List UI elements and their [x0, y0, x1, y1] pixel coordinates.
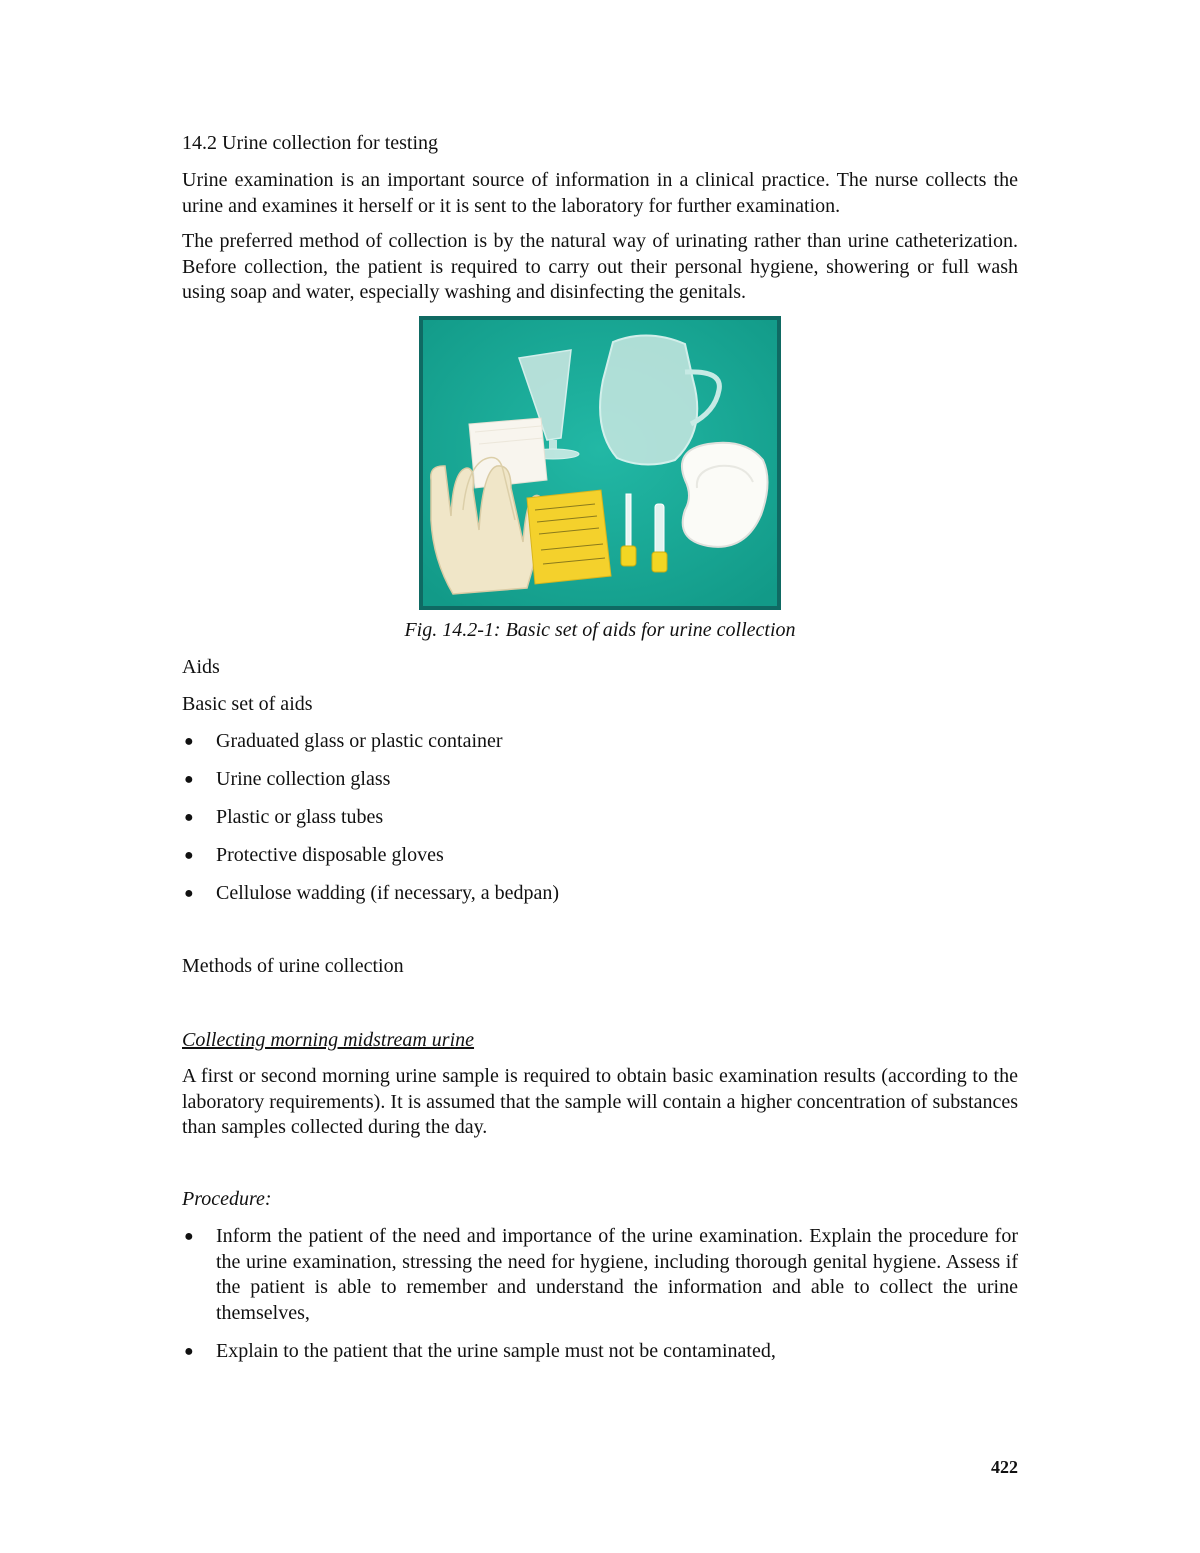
bullet-icon: ●	[184, 847, 194, 864]
list-item	[182, 805, 1018, 831]
list-item-text: Graduated glass or plastic container	[216, 730, 503, 752]
list-item	[182, 1339, 1018, 1365]
list-item	[182, 881, 1018, 907]
urine-collection-aids-photo	[419, 316, 781, 610]
morning-paragraph: A first or second morning urine sample is required to obtain basic examination results (according to the laboratory requirements). It is assumed that the sample will contain a higher concentration of substances than samples collected during the day.	[182, 1065, 1018, 1138]
morning-midstream-heading: Collecting morning midstream urine	[182, 1029, 475, 1051]
list-item-text: Explain to the patient that the urine sample must not be contaminated,	[216, 1339, 776, 1362]
list-item	[182, 767, 1018, 793]
bullet-icon: ●	[184, 885, 194, 902]
aids-list	[182, 729, 1018, 919]
bullet-icon: ●	[184, 733, 194, 750]
figure-caption: Fig. 14.2-1: Basic set of aids for urine collection	[404, 619, 796, 641]
list-item	[182, 843, 1018, 869]
list-item	[182, 729, 1018, 755]
bullet-icon: ●	[184, 809, 194, 826]
section-title: 14.2 Urine collection for testing	[182, 132, 439, 154]
list-item-text: Protective disposable gloves	[216, 844, 444, 866]
method-paragraph: The preferred method of collection is by the natural way of urinating rather than urine catheterization. Before collection, the patient is required to carry out their personal hygiene, showering or full wash using soap and water, especially washing and disinfecting the genitals.	[182, 230, 1018, 303]
procedure-heading: Procedure:	[182, 1188, 272, 1210]
intro-paragraph: Urine examination is an important source of information in a clinical practice. The nurse collects the urine and examines it herself or it is sent to the laboratory for further examination.	[182, 169, 1018, 217]
photo-illustration	[423, 320, 777, 606]
list-item-text: Plastic or glass tubes	[216, 806, 384, 828]
page-number: 422	[991, 1457, 1018, 1477]
list-item-text: Inform the patient of the need and importance of the urine examination. Explain the procedure for the urine examination, stressing the need for hygiene, including thorough genital hygiene. Assess if the patient is able to remember and understand the information and able to collect the urine themselves,	[216, 1225, 1018, 1324]
request-form	[527, 490, 611, 584]
list-item-text: Cellulose wadding (if necessary, a bedpan)	[216, 882, 560, 904]
basic-set-heading: Basic set of aids	[182, 693, 313, 715]
methods-heading: Methods of urine collection	[182, 955, 404, 977]
bullet-icon: ●	[184, 771, 194, 788]
bullet-icon: ●	[184, 1228, 194, 1245]
aids-heading: Aids	[182, 656, 220, 678]
list-item	[182, 1224, 1018, 1326]
bullet-icon: ●	[184, 1342, 194, 1360]
procedure-list	[182, 1224, 1018, 1377]
list-item-text: Urine collection glass	[216, 768, 391, 790]
